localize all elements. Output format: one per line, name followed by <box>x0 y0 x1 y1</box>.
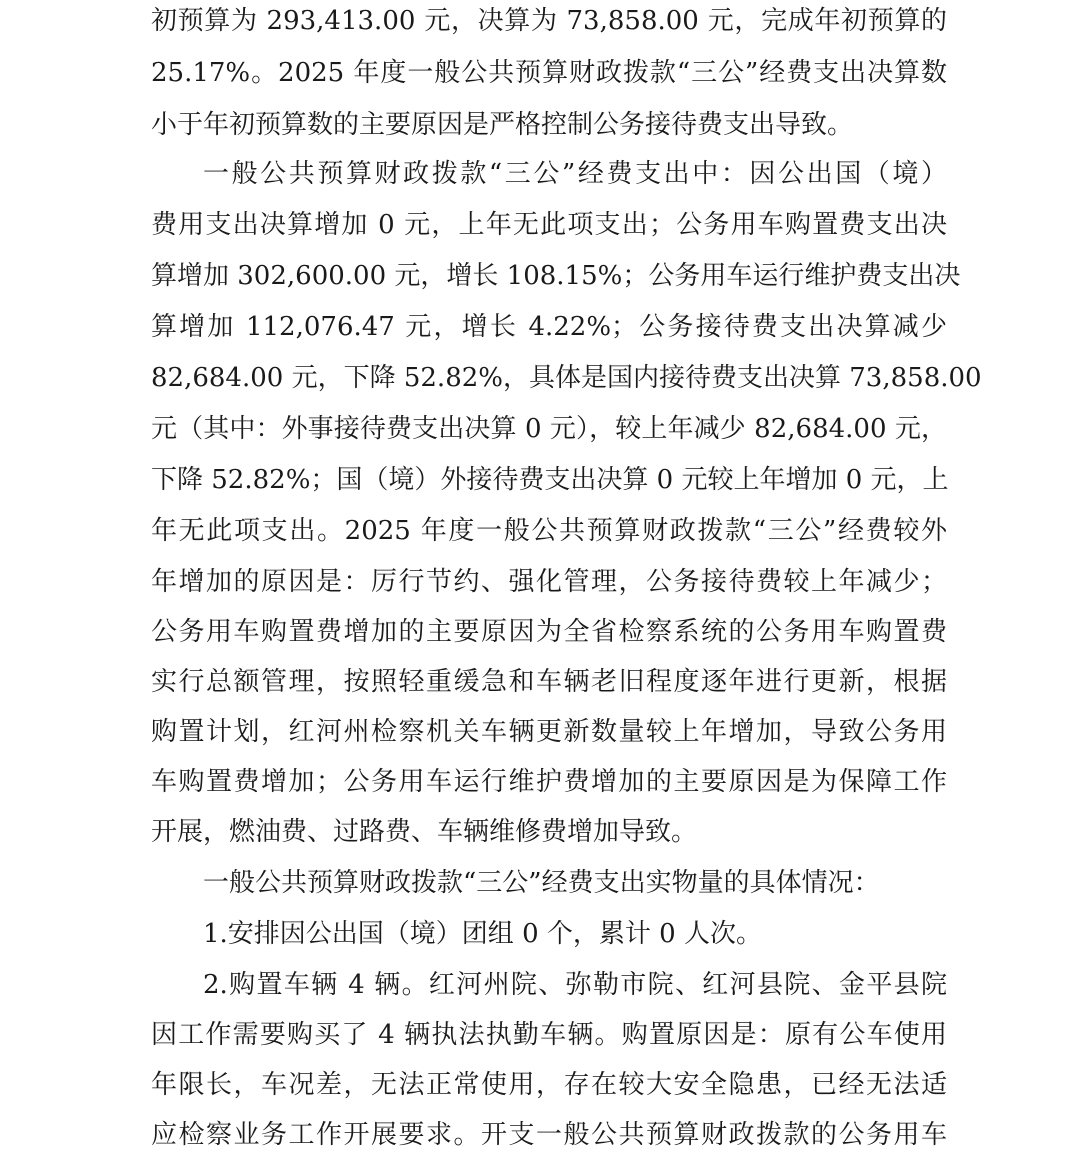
text-line: 小于年初预算数的主要原因是严格控制公务接待费支出导致。 <box>151 110 854 140</box>
text-line: 实行总额管理，按照轻重缓急和车辆老旧程度逐年进行更新，根据 <box>151 667 947 697</box>
text-line: 应检察业务工作开展要求。开支一般公共预算财政拨款的公务用车 <box>151 1120 947 1150</box>
text-line: 下降 52.82%；国（境）外接待费支出决算 0 元较上年增加 0 元，上 <box>151 465 949 495</box>
text-line: 因工作需要购买了 4 辆执法执勤车辆。购置原因是：原有公车使用 <box>151 1020 947 1050</box>
list-item: 2.购置车辆 4 辆。红河州院、弥勒市院、红河县院、金平县院 <box>203 970 947 1000</box>
text-line: 82,684.00 元，下降 52.82%，具体是国内接待费支出决算 73,858.00 <box>151 363 982 393</box>
text-line: 年无此项支出。2025 年度一般公共预算财政拨款“三公”经费较外 <box>151 516 947 546</box>
text-line: 开展，燃油费、过路费、车辆维修费增加导致。 <box>151 817 698 847</box>
text-line: 年增加的原因是：厉行节约、强化管理，公务接待费较上年减少； <box>151 567 947 597</box>
list-item: 1.安排因公出国（境）团组 0 个，累计 0 人次。 <box>203 919 762 949</box>
text-line: 公务用车购置费增加的主要原因为全省检察系统的公务用车购置费 <box>151 617 947 647</box>
text-line: 算增加 302,600.00 元，增长 108.15%；公务用车运行维护费支出决 <box>151 261 961 291</box>
text-line: 购置计划，红河州检察机关车辆更新数量较上年增加，导致公务用 <box>151 717 947 747</box>
text-line: 费用支出决算增加 0 元，上年无此项支出；公务用车购置费支出决 <box>151 210 947 240</box>
text-line: 年限长，车况差，无法正常使用，存在较大安全隐患，已经无法适 <box>151 1070 947 1100</box>
text-line: 初预算为 293,413.00 元，决算为 73,858.00 元，完成年初预算的 <box>151 6 947 36</box>
paragraph-first-line: 一般公共预算财政拨款“三公”经费支出实物量的具体情况： <box>203 868 880 898</box>
text-line: 元（其中：外事接待费支出决算 0 元），较上年减少 82,684.00 元， <box>151 414 947 444</box>
text-line: 算增加 112,076.47 元，增长 4.22%；公务接待费支出决算减少 <box>151 312 947 342</box>
text-line: 25.17%。2025 年度一般公共预算财政拨款“三公”经费支出决算数 <box>151 58 947 88</box>
text-line: 车购置费增加；公务用车运行维护费增加的主要原因是为保障工作 <box>151 767 947 797</box>
paragraph-first-line: 一般公共预算财政拨款“三公”经费支出中：因公出国（境） <box>203 159 947 189</box>
